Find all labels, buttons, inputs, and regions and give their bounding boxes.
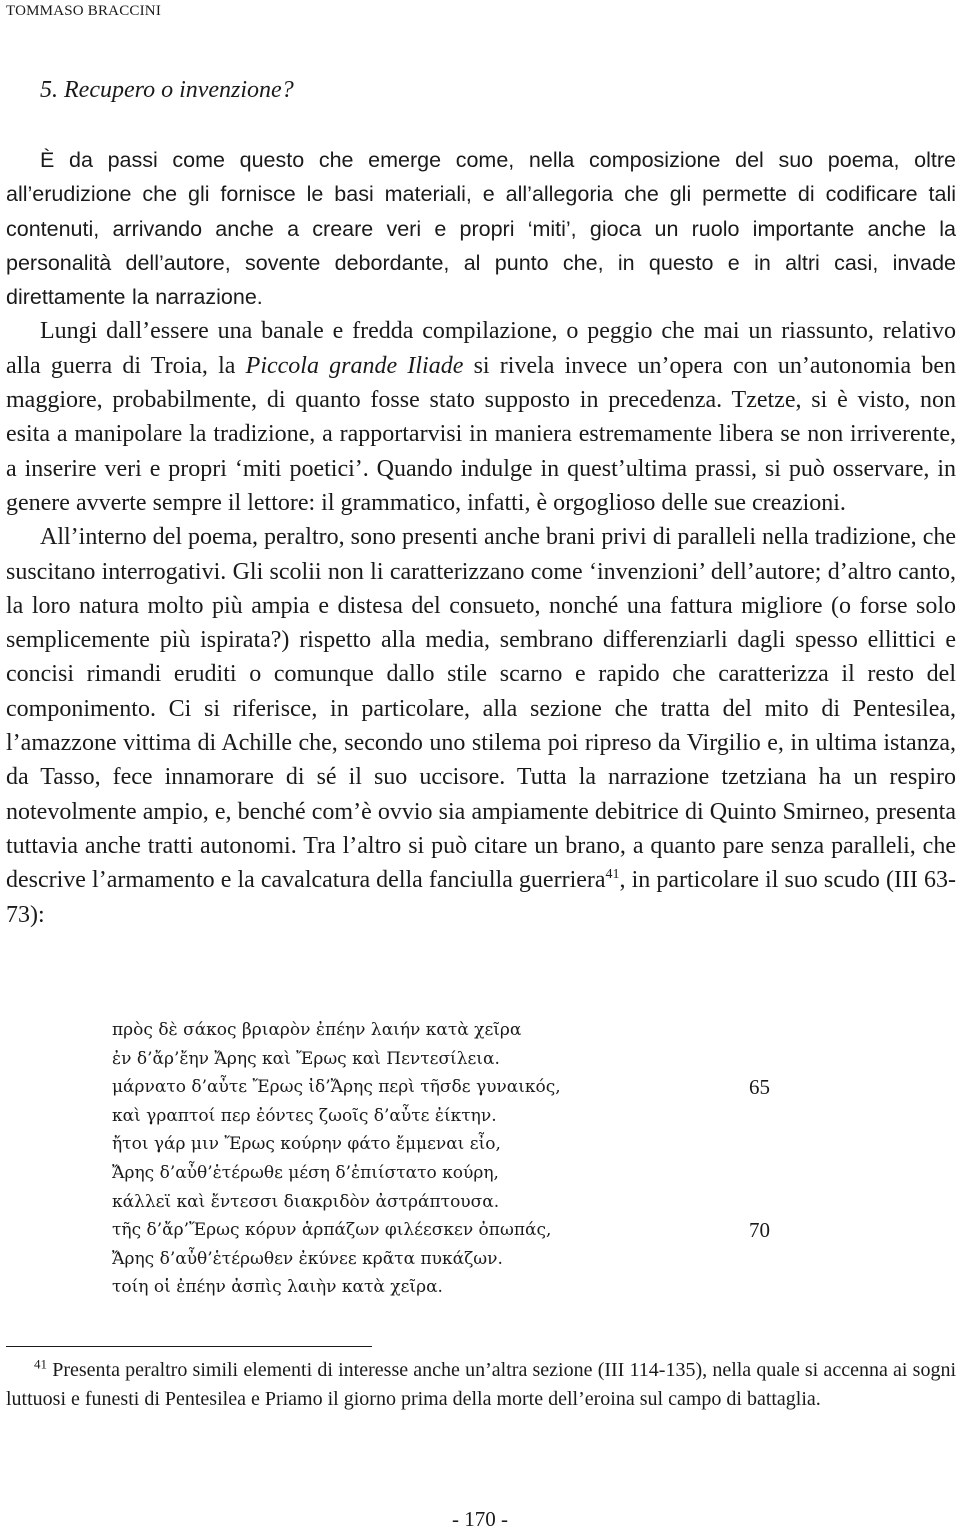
footnote-41 — [6, 1356, 956, 1413]
verse-text: πρὸς δὲ σάκος βριαρὸν ἐπέην λαιήν κατὰ χεῖρα — [112, 1020, 522, 1040]
footnote-number: 41 — [34, 1356, 47, 1372]
paragraph-1: È da passi come questo che emerge come, nella composizione del suo poema, oltre all’erudizione che gli fornisce le basi materiali, e all’allegoria che gli permette di codificare tali contenuti, arrivando anche a creare veri e propri ‘miti’, gioca un ruolo importante anche la personalità dell’autore, sovente debordante, al punto che, in questo e in altri casi, invade direttamente la narrazione. — [6, 148, 956, 310]
verse-line — [112, 1102, 812, 1131]
verse-line — [112, 1216, 812, 1245]
footnote-separator — [6, 1346, 372, 1347]
paragraph-2-text-cont: si rivela invece un’opera con un’autonomia ben maggiore, probabilmente, di quanto fosse stato supposto in precedenza. Tzetze, si è visto, non esita a manipolare la tradizione, a rapportarvisi in maniera estremamente libera se non irriverente, a inserire veri e propri ‘miti poetici’. Quando indulge in quest’ultima prassi, si può osservare, in genere avverte sempre il lettore: il grammatico, infatti, è orgoglioso delle sue creazioni. — [6, 352, 956, 516]
verse-text: Ἄρης δ’αὖθ’ἑτέρωθε μέση δ’ἐπιίστατο κούρη, — [112, 1162, 499, 1183]
paragraph-3-text: All’interno del poema, peraltro, sono presenti anche brani privi di paralleli nella tradizione, che suscitano interrogativi. Gli scolii non li caratterizzano come ‘invenzioni’ dell’autore; d’altro canto, la loro natura molto più ampia e distesa del consueto, nonché una fattura migliore (o forse solo semplicemente più ispirata?) rispetto alla media, sembrano differenziarli dagli spesso ellittici e concisi rimandi eruditi o comunque dallo stile scarno e rapido che caratterizza il resto del componimento. Ci si riferisce, in particolare, alla sezione che tratta del mito di Pentesilea, l’amazzone vittima di Achille che, secondo uno stilema poi ripreso da Virgilio e, in ultima istanza, da Tasso, fece innamorare di sé il suo uccisore. Tutta la narrazione tzetziana ha un respiro notevolmente ampio, e, benché com’è ovvio sia ampiamente debitrice di Quinto Smirneo, presenta tuttavia anche tratti autonomi. Tra l’altro si può citare un brano, a quanto pare senza paralleli, che descrive l’armamento e la cavalcatura della fanciulla guerriera — [6, 524, 956, 894]
verse-text: ἐν δ’ἄρ’ἔην Ἄρης καὶ Ἔρως καὶ Πεντεσίλεια. — [112, 1048, 500, 1069]
page-number: - 170 - — [452, 1507, 508, 1531]
verse-text: ἤτοι γάρ μιν Ἔρως κούρην φάτο ἔμμεναι εἶο, — [112, 1134, 501, 1155]
verse-line — [112, 1245, 812, 1274]
greek-verse-quotation — [112, 1016, 812, 1302]
paragraph-3 — [6, 520, 956, 932]
verse-number: 70 — [749, 1218, 770, 1243]
verse-text: καὶ γραπτοί περ ἐόντες ζωοῖς δ’αὖτε ἐίκτην. — [112, 1105, 497, 1126]
verse-line — [112, 1188, 812, 1217]
verse-line — [112, 1159, 812, 1188]
work-title-italic: Piccola grande Iliade — [245, 352, 464, 379]
verse-text: μάρνατο δ’αὖτε Ἔρως ἰδ’Ἄρης περὶ τῆσδε γυναικός, — [112, 1077, 561, 1098]
paragraph-2-text: Lungi dall’essere una banale e fredda compilazione, o peggio che mai un riassunto, relativo alla guerra di Troia, la — [6, 318, 956, 379]
verse-line — [112, 1045, 812, 1074]
verse-text: Ἄρης δ’αὖθ’ἑτέρωθεν ἐκύνεε κρᾶτα πυκάζων. — [112, 1248, 503, 1269]
main-text — [6, 143, 956, 932]
section-title: 5. Recupero o invenzione? — [40, 77, 294, 103]
footnote-paragraph — [6, 1356, 956, 1413]
paragraph-2 — [6, 314, 956, 520]
verse-text: τῆς δ’ἄρ’Ἔρως κόρυν ἁρπάζων φιλέεσκεν ὀπωπάς, — [112, 1220, 552, 1241]
verse-text: κάλλεϊ καὶ ἔντεσσι διακριδὸν ἀστράπτουσα. — [112, 1191, 500, 1212]
footnote-text: Presenta peraltro simili elementi di interesse anche un’altra sezione (III 114-135), nella quale si accenna ai sogni luttuosi e funesti di Pentesilea e Priamo il giorno prima della morte dell’eroina sul campo di battaglia. — [6, 1359, 956, 1410]
verse-line — [112, 1016, 812, 1045]
footnote-ref-41[interactable]: 41 — [605, 867, 620, 883]
paragraph-3-text-cont: , in particolare il suo scudo (III 63-73): — [6, 867, 956, 928]
running-head: TOMMASO BRACCINI — [6, 3, 162, 19]
verse-line — [112, 1130, 812, 1159]
verse-line — [112, 1073, 812, 1102]
verse-line — [112, 1273, 812, 1302]
verse-text: τοίη οἱ ἐπέην ἀσπὶς λαιὴν κατὰ χεῖρα. — [112, 1277, 443, 1298]
verse-number: 65 — [749, 1075, 770, 1100]
